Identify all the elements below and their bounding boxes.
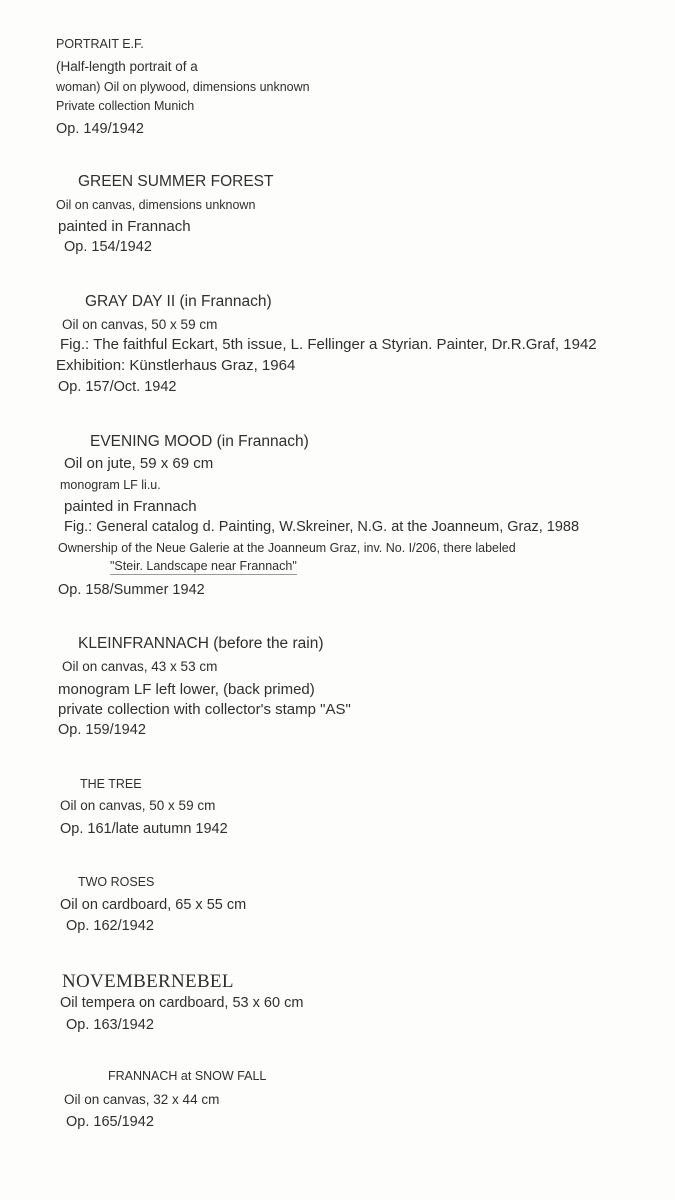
entry-detail-line: Fig.: General catalog d. Painting, W.Skreiner, N.G. at the Joanneum, Graz, 1988 bbox=[64, 519, 580, 535]
entry-title: NOVEMBERNEBEL bbox=[62, 971, 234, 992]
entry-detail-line: Oil on canvas, 43 x 53 cm bbox=[62, 659, 218, 674]
entry-detail-line: Ownership of the Neue Galerie at the Joanneum Graz, inv. No. I/206, there labeled bbox=[58, 541, 516, 555]
opus-number: Op. 163/1942 bbox=[66, 1017, 154, 1033]
entry-detail-line: monogram LF li.u. bbox=[60, 478, 161, 492]
opus-number: Op. 161/late autumn 1942 bbox=[60, 821, 228, 837]
entry-detail-line: painted in Frannach bbox=[64, 498, 197, 515]
entry-detail-line: Exhibition: Künstlerhaus Graz, 1964 bbox=[56, 357, 296, 374]
entry-title: PORTRAIT E.F. bbox=[56, 37, 144, 51]
entry-detail-line: Oil tempera on cardboard, 53 x 60 cm bbox=[60, 995, 304, 1011]
entry-detail-line: Oil on jute, 59 x 69 cm bbox=[64, 455, 214, 472]
entry-detail-line: Oil on canvas, 50 x 59 cm bbox=[60, 798, 216, 813]
opus-number: Op. 157/Oct. 1942 bbox=[58, 379, 177, 395]
entry-title: EVENING MOOD (in Frannach) bbox=[90, 433, 309, 450]
opus-number: Op. 165/1942 bbox=[66, 1114, 154, 1130]
entry-detail-line: private collection with collector's stamp "AS" bbox=[58, 701, 351, 718]
entry-detail-line: Oil on canvas, 32 x 44 cm bbox=[64, 1092, 220, 1107]
entry-detail-line: Private collection Munich bbox=[56, 99, 195, 113]
entry-detail-line: Oil on canvas, 50 x 59 cm bbox=[62, 317, 218, 332]
opus-number: Op. 154/1942 bbox=[64, 239, 152, 255]
opus-number: Op. 149/1942 bbox=[56, 121, 144, 137]
opus-number: Op. 158/Summer 1942 bbox=[58, 582, 205, 598]
entry-detail-line: woman) Oil on plywood, dimensions unknown bbox=[56, 80, 310, 94]
opus-number: Op. 159/1942 bbox=[58, 722, 146, 738]
opus-number: Op. 162/1942 bbox=[66, 918, 154, 934]
entry-detail-line: Oil on canvas, dimensions unknown bbox=[56, 198, 256, 212]
entry-detail-line: painted in Frannach bbox=[58, 218, 191, 235]
entry-title: GRAY DAY II (in Frannach) bbox=[85, 293, 272, 310]
entry-title: FRANNACH at SNOW FALL bbox=[108, 1069, 267, 1083]
entry-title: TWO ROSES bbox=[78, 875, 155, 889]
entry-title: THE TREE bbox=[80, 777, 142, 791]
entry-detail-line: "Steir. Landscape near Frannach" bbox=[110, 559, 297, 573]
entry-title: KLEINFRANNACH (before the rain) bbox=[78, 635, 324, 652]
entry-detail-line: Oil on cardboard, 65 x 55 cm bbox=[60, 897, 247, 913]
entry-detail-line: Fig.: The faithful Eckart, 5th issue, L. Fellinger a Styrian. Painter, Dr.R.Graf, 1942 bbox=[60, 336, 597, 353]
entry-title: GREEN SUMMER FOREST bbox=[78, 173, 274, 190]
entry-detail-line: (Half-length portrait of a bbox=[56, 59, 198, 74]
entry-detail-line: monogram LF left lower, (back primed) bbox=[58, 681, 315, 698]
